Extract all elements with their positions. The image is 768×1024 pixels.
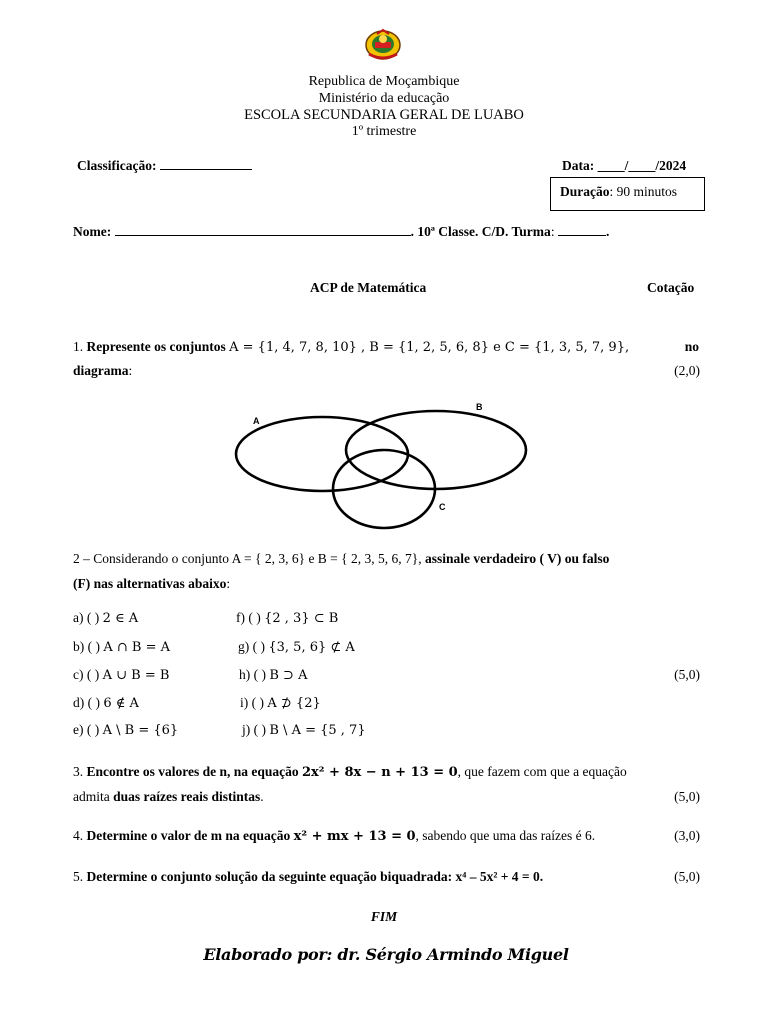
- q3-score: (5,0): [674, 789, 700, 804]
- header-term: 1º trimestre: [351, 123, 417, 139]
- option-b-label: b) ( ): [73, 639, 100, 654]
- question-3: [73, 764, 627, 780]
- q4-score: (3,0): [674, 828, 700, 843]
- q2-instruction: assinale verdadeiro ( V) ou falso: [425, 551, 610, 566]
- author-signature: Elaborado por: dr. Sérgio Armindo Miguel: [203, 945, 569, 964]
- q1-diagrama: diagrama: [73, 363, 129, 378]
- classificacao-blank[interactable]: [160, 169, 252, 170]
- question-1: [73, 339, 699, 355]
- option-e[interactable]: [73, 722, 178, 738]
- coat-of-arms-emblem: [363, 28, 403, 62]
- venn-label-c: C: [439, 502, 446, 512]
- q3-period: .: [260, 789, 264, 804]
- q3-number: 3.: [73, 764, 84, 779]
- question-5: [73, 869, 543, 885]
- q1-instruction: Represente os conjuntos: [86, 339, 226, 354]
- q3-rest: , que fazem com que a equação: [457, 764, 627, 779]
- q2-score: (5,0): [674, 667, 700, 682]
- option-c-stmt: A ∪ B = B: [102, 668, 170, 683]
- q1-sets: A = {1, 4, 7, 8, 10} , B = {1, 2, 5, 6, 8} e C = {1, 3, 5, 7, 9},: [229, 340, 630, 355]
- option-d-stmt: 6 ∉ A: [103, 696, 139, 711]
- option-e-stmt: A \ B = {6}: [102, 723, 179, 738]
- classificacao-label: Classificação:: [77, 158, 157, 173]
- header-school: ESCOLA SECUNDARIA GERAL DE LUABO: [244, 107, 524, 123]
- q5-score: (5,0): [674, 869, 700, 884]
- q3-line2: [73, 789, 264, 805]
- option-i-stmt: A ⊅ {2}: [267, 696, 321, 711]
- option-j-stmt: B \ A = {5 , 7}: [269, 723, 366, 738]
- option-e-label: e) ( ): [73, 722, 100, 737]
- duration-value: : 90 minutos: [609, 184, 678, 199]
- duration-label: Duração: [560, 184, 610, 199]
- q4-rest: , sabendo que uma das raízes é 6.: [415, 828, 596, 843]
- duration-box: [550, 177, 705, 211]
- option-g[interactable]: [238, 639, 355, 655]
- q3-instruction: Encontre os valores de n, na equação: [86, 764, 299, 779]
- header-ministry: Ministério da educação: [318, 90, 450, 106]
- option-a-label: a) ( ): [73, 610, 100, 625]
- option-f-stmt: {2 , 3} ⊂ B: [264, 611, 339, 626]
- classificacao-field[interactable]: [77, 158, 252, 174]
- option-h-label: h) ( ): [239, 667, 266, 682]
- fim-text: FIM: [370, 909, 398, 924]
- q1-instruction-cont: no: [684, 339, 699, 354]
- q2-instruction-cont: (F) nas alternativas abaixo: [73, 576, 227, 591]
- venn-label-a: A: [253, 416, 260, 426]
- cotacao-heading: Cotação: [647, 280, 695, 295]
- option-c-label: c) ( ): [73, 667, 100, 682]
- name-field[interactable]: Nome: . 10ª Classe. C/D. Turma: .: [73, 224, 610, 239]
- q1-line2: [73, 363, 132, 379]
- name-label: Nome:: [73, 224, 112, 239]
- header-country: Republica de Moçambique: [308, 74, 460, 89]
- date-label: Data:: [562, 158, 595, 173]
- q4-number: 4.: [73, 828, 84, 843]
- option-b-stmt: A ∩ B = A: [103, 640, 171, 655]
- venn-set-a: [236, 417, 408, 491]
- option-a[interactable]: [73, 610, 138, 626]
- option-a-stmt: 2 ∈ A: [102, 611, 139, 626]
- option-i[interactable]: [240, 695, 321, 711]
- q3-distinct-roots: duas raízes reais distintas: [113, 789, 261, 804]
- q5-instruction: Determine o conjunto solução da seguinte equação biquadrada: x⁴ – 5x² + 4 = 0.: [86, 869, 544, 884]
- q2-line2: [73, 576, 230, 592]
- option-d[interactable]: [73, 695, 139, 711]
- option-h[interactable]: [239, 667, 307, 683]
- q1-score: (2,0): [674, 363, 700, 378]
- q5-number: 5.: [73, 869, 84, 884]
- question-2: [73, 551, 609, 567]
- option-f[interactable]: [236, 610, 338, 626]
- option-c[interactable]: [73, 667, 169, 683]
- name-blank[interactable]: [115, 235, 411, 236]
- q3-admita: admita: [73, 789, 110, 804]
- option-i-label: i) ( ): [240, 695, 264, 710]
- option-d-label: d) ( ): [73, 695, 100, 710]
- subject-title: ACP de Matemática: [310, 280, 427, 295]
- venn-label-b: B: [476, 402, 483, 412]
- class-text: . 10ª Classe. C/D. Turma: [410, 224, 551, 239]
- venn-diagram: [226, 398, 546, 530]
- option-f-label: f) ( ): [236, 610, 261, 625]
- option-j-label: j) ( ): [242, 722, 266, 737]
- question-4: [73, 828, 595, 844]
- q2-intro: 2 – Considerando o conjunto A = { 2, 3, 6} e B = { 2, 3, 5, 6, 7},: [73, 551, 422, 566]
- q4-equation: x² + mx + 13 = 0: [293, 829, 416, 844]
- option-b[interactable]: [73, 639, 170, 655]
- option-h-stmt: B ⊃ A: [269, 668, 308, 683]
- option-g-label: g) ( ): [238, 639, 265, 654]
- q2-colon: :: [226, 576, 231, 591]
- option-g-stmt: {3, 5, 6} ⊄ A: [268, 640, 355, 655]
- turma-colon: :: [550, 224, 555, 239]
- date-value: ____/____/2024: [597, 158, 687, 173]
- q3-equation: 2x² + 8x − n + 13 = 0: [302, 765, 458, 780]
- q1-colon: :: [128, 363, 133, 378]
- turma-blank[interactable]: [558, 235, 606, 236]
- date-field[interactable]: [562, 158, 686, 174]
- q1-number: 1.: [73, 339, 84, 354]
- option-j[interactable]: [242, 722, 366, 738]
- q4-instruction: Determine o valor de m na equação: [86, 828, 291, 843]
